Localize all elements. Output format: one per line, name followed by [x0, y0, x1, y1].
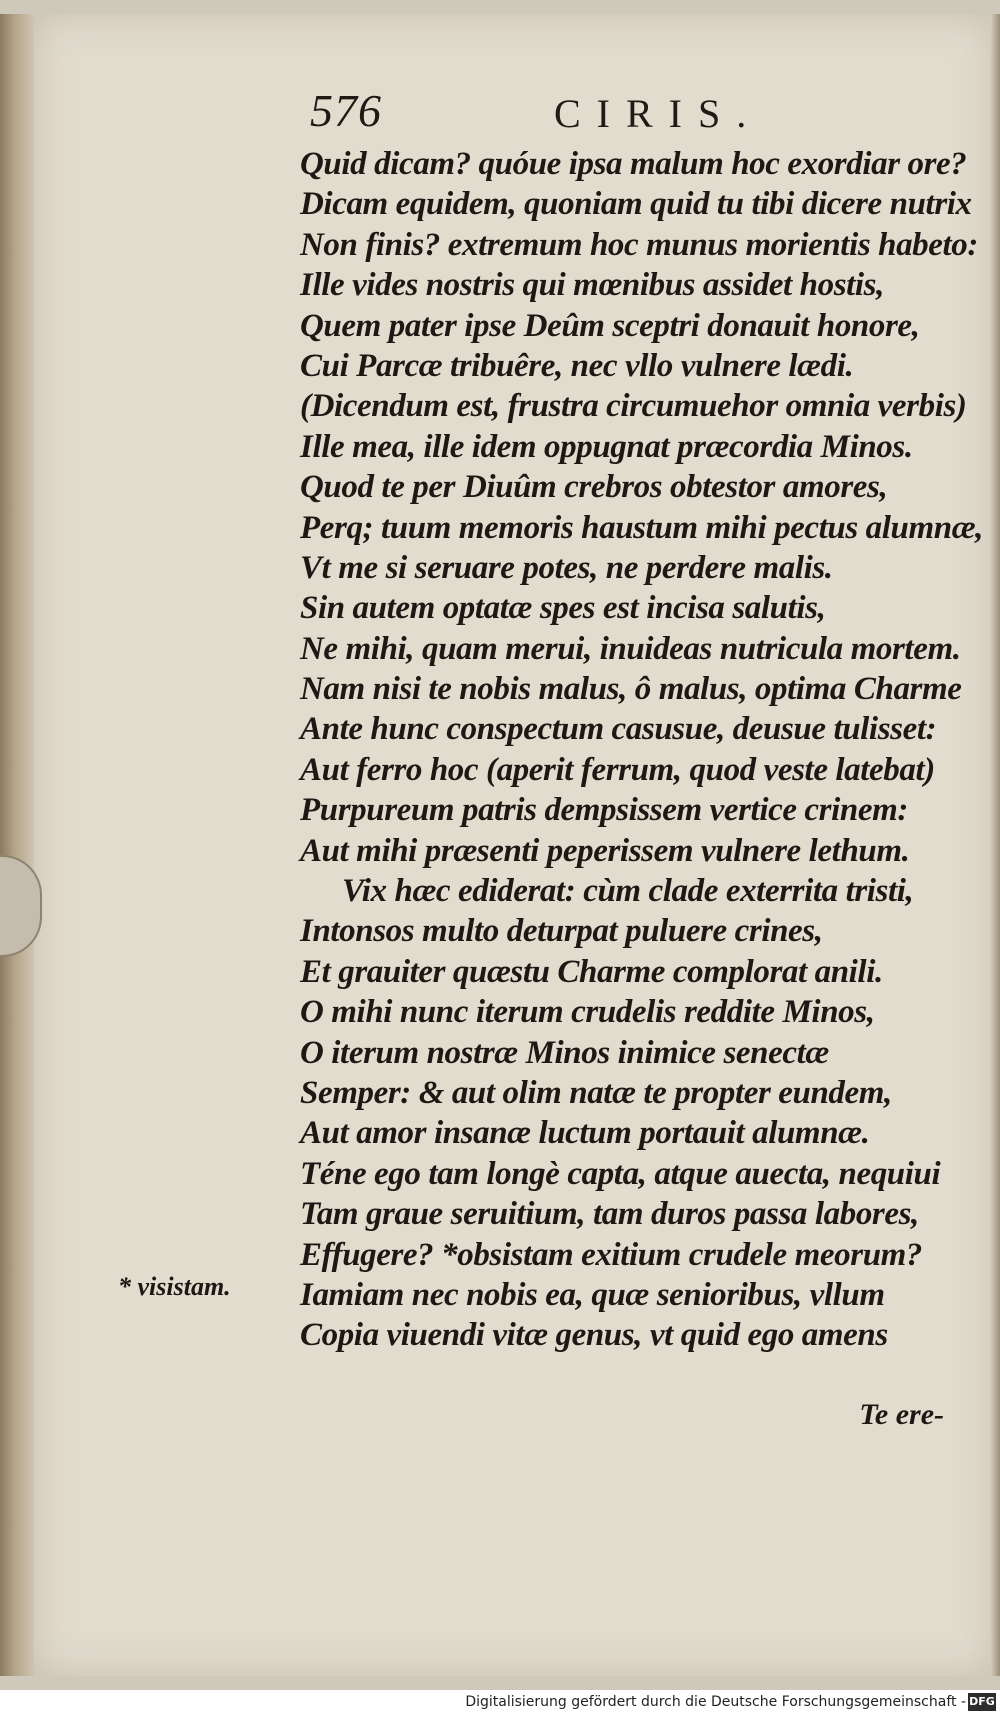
verse-line: Téne ego tam longè capta, atque auecta, nequiui [300, 1155, 941, 1192]
verse-line: Aut amor insanæ luctum portauit alumnæ. [300, 1115, 870, 1152]
page-header [310, 84, 770, 144]
verse-line: Quem pater ipse Deûm sceptri donauit honore, [300, 307, 920, 344]
verse-line: Nam nisi te nobis malus, ô malus, optima Charme [300, 671, 962, 708]
verse-line: Ne mihi, quam merui, inuideas nutricula mortem. [300, 630, 961, 667]
verse-line: Ante hunc conspectum casusue, deusue tulisset: [300, 711, 937, 748]
dfg-logo-icon: DFG [968, 1693, 996, 1711]
page-fore-edge [990, 14, 1000, 1676]
verse-line: Tam graue seruitium, tam duros passa labores, [300, 1196, 919, 1233]
verse-line: Semper: & aut olim natæ te propter eundem, [300, 1074, 892, 1111]
verse-line: Quod te per Diuûm crebros obtestor amores, [300, 469, 888, 506]
verse-line: Copia viuendi vitæ genus, vt quid ego amens [300, 1317, 888, 1354]
verse-line: O mihi nunc iterum crudelis reddite Minos, [300, 994, 875, 1031]
verse-line: Purpureum patris dempsissem vertice crinem: [300, 792, 908, 829]
verse-line: Cui Parcæ tribuêre, nec vllo vulnere lædi. [300, 347, 854, 384]
page-number: 576 [310, 85, 382, 136]
verse-line: Effugere? *obsistam exitium crudele meorum? [300, 1236, 923, 1273]
book-gutter-edge [0, 14, 36, 1676]
verse-line: Vt me si seruare potes, ne perdere malis. [300, 549, 833, 586]
verse-line: Ille vides nostris qui mœnibus assidet hostis, [300, 267, 884, 304]
footer-credit: Digitalisierung gefördert durch die Deutsche Forschungsgemeinschaft - [465, 1694, 966, 1710]
verse-line: Non finis? extremum hoc munus morientis habeto: [300, 226, 978, 263]
verse-line: Ille mea, ille idem oppugnat præcordia Minos. [300, 428, 913, 465]
verse-line: O iterum nostræ Minos inimice senectæ [300, 1034, 829, 1071]
verse-line: Aut mihi præsenti peperissem vulnere lethum. [300, 832, 910, 869]
verse-line: Et grauiter quæstu Charme complorat anili. [300, 953, 883, 990]
poem-text [300, 144, 990, 1356]
catchword: Te ere- [859, 1398, 944, 1431]
verse-line: Iamiam nec nobis ea, quæ senioribus, vllum [300, 1276, 885, 1313]
running-title: CIRIS. [554, 91, 763, 136]
verse-line: (Dicendum est, frustra circumuehor omnia verbis) [300, 388, 967, 425]
verse-line: Dicam equidem, quoniam quid tu tibi dicere nutrix [300, 186, 972, 223]
margin-note: * visistam. [118, 1272, 231, 1301]
verse-line: Quid dicam? quóue ipsa malum hoc exordiar ore? [300, 146, 967, 182]
verse-line: Perq; tuum memoris haustum mihi pectus alumnæ, [300, 509, 983, 546]
verse-line: Vix hæc ediderat: cùm clade exterrita tristi, [342, 873, 914, 910]
digitization-footer [0, 1690, 1000, 1716]
verse-line: Intonsos multo deturpat puluere crines, [300, 913, 823, 950]
verse-line: Aut ferro hoc (aperit ferrum, quod veste latebat) [300, 751, 935, 788]
verse-line: Sin autem optatæ spes est incisa salutis, [300, 590, 826, 627]
